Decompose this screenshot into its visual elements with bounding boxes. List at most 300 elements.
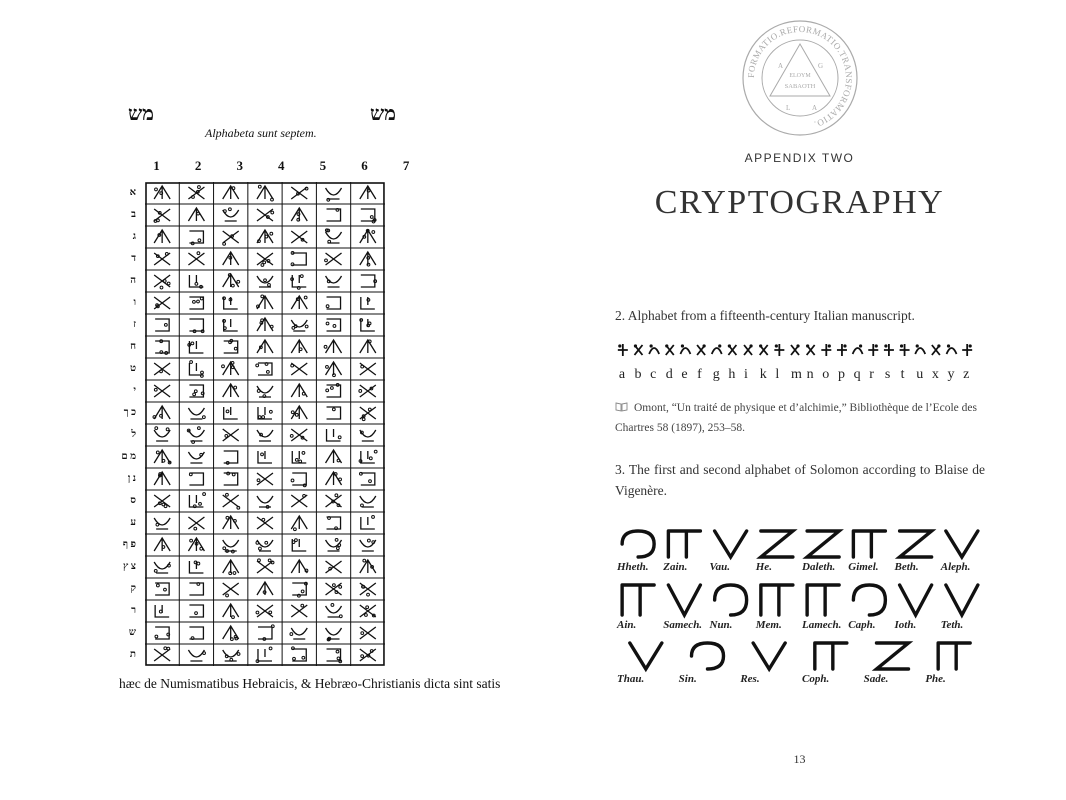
cipher-glyph — [360, 559, 376, 573]
row-label: ק — [130, 583, 136, 594]
cipher-glyph — [326, 297, 340, 309]
cipher-glyph — [774, 344, 784, 356]
solomon-glyph — [853, 585, 885, 615]
row-label: ל — [131, 429, 136, 440]
solomon-glyph — [946, 585, 978, 615]
cipher-glyph — [360, 627, 376, 639]
hebrew-heading-right: מש — [370, 103, 397, 125]
cipher-glyph — [154, 472, 170, 485]
row-label: ח — [130, 341, 136, 352]
cipher-letter: q — [853, 367, 861, 382]
cipher-glyph — [360, 583, 376, 596]
cipher-glyph — [223, 319, 238, 331]
cipher-glyph — [291, 231, 307, 243]
cipher-glyph — [759, 344, 768, 355]
cipher-letter: g — [712, 367, 720, 382]
cipher-glyph — [326, 319, 340, 331]
cipher-glyph — [326, 561, 342, 573]
cipher-glyph — [188, 650, 205, 661]
cipher-glyph — [154, 253, 170, 265]
solomon-glyph — [622, 531, 654, 557]
solomon-letter-name: Ioth. — [894, 619, 917, 631]
solomon-letter-name: Phe. — [925, 673, 946, 685]
item-3-text: 3. The first and second alphabet of Solomon according to Blaise de Vigenère. — [615, 462, 985, 498]
cipher-glyph — [223, 186, 239, 199]
cipher-glyph — [223, 274, 240, 287]
cipher-glyph — [188, 452, 204, 463]
cipher-glyph — [257, 340, 273, 353]
cipher-glyph — [292, 451, 306, 463]
cipher-letter: p — [837, 367, 845, 382]
cipher-glyph — [257, 209, 274, 221]
cipher-glyph — [224, 472, 238, 485]
solomon-letter-name: Daleth. — [802, 561, 836, 573]
row-label: א — [129, 187, 136, 198]
cipher-letter: o — [822, 367, 830, 382]
cipher-glyph — [223, 384, 239, 397]
row-label: ב — [131, 209, 136, 220]
cipher-glyph — [188, 408, 205, 419]
column-number: 5 — [319, 158, 327, 173]
cipher-glyph — [361, 209, 376, 223]
solomon-letter-name: Lamech. — [802, 619, 842, 631]
cipher-letter: y — [947, 367, 955, 382]
cipher-glyph — [360, 363, 376, 375]
cipher-glyph — [256, 605, 273, 617]
cipher-glyph — [326, 450, 342, 463]
solomon-glyph — [630, 643, 662, 669]
solomon-glyph — [692, 643, 724, 669]
cipher-glyph — [224, 451, 238, 464]
cipher-glyph — [853, 344, 863, 354]
cipher-glyph — [257, 473, 273, 485]
cipher-glyph — [291, 516, 307, 531]
cipher-glyph — [188, 252, 204, 265]
column-number: 4 — [278, 158, 285, 173]
cipher-glyph — [884, 344, 894, 356]
solomon-glyph — [877, 643, 909, 669]
row-label: ט — [129, 363, 136, 374]
cipher-glyph — [634, 344, 643, 355]
cipher-glyph — [257, 386, 273, 398]
cipher-glyph — [327, 407, 341, 419]
cipher-glyph — [257, 276, 273, 287]
cipher-glyph — [962, 344, 972, 356]
solomon-letter-name: Ain. — [617, 619, 637, 631]
cipher-glyph — [360, 319, 375, 331]
solomon-glyphs — [615, 520, 995, 695]
cipher-glyph — [223, 626, 239, 640]
seal-center-bottom: SABAOTH — [784, 83, 816, 90]
cipher-glyph — [189, 473, 203, 485]
cipher-glyph — [188, 186, 204, 199]
row-label: ג — [132, 231, 136, 242]
row-label: ש — [128, 627, 136, 638]
cipher-glyph — [360, 496, 376, 507]
row-label: ס — [130, 495, 136, 506]
cipher-glyph — [360, 186, 376, 199]
solomon-glyph — [668, 531, 700, 557]
cipher-letter: z — [963, 367, 970, 382]
cipher-glyph — [327, 429, 342, 441]
cipher-glyph — [223, 208, 239, 221]
cipher-glyph — [154, 450, 171, 464]
cipher-glyph — [154, 186, 170, 199]
cipher-letter: k — [759, 367, 767, 382]
cipher-glyph — [291, 320, 308, 331]
cipher-glyph — [326, 628, 342, 641]
cipher-glyph — [258, 625, 274, 641]
solomon-glyph — [753, 643, 785, 669]
cipher-glyph — [188, 208, 204, 221]
item-2-text: 2. Alphabet from a fifteenth-century Italian manuscript. — [615, 308, 915, 323]
reference-text: Omont, “Un traité de physique et d’alchimie,” Bibliothèque de l’Ecole des Chartres 58 (1897), 253–58. — [615, 402, 977, 434]
column-number: 6 — [361, 158, 368, 173]
solomon-glyph — [761, 531, 793, 557]
cipher-glyph — [189, 361, 203, 378]
cipher-glyph — [359, 472, 374, 485]
cipher-glyph — [291, 406, 307, 419]
column-number: 7 — [402, 158, 410, 173]
solomon-glyph — [761, 585, 793, 615]
cipher-glyph — [291, 187, 308, 199]
cipher-letter: a — [618, 367, 626, 382]
solomon-glyph — [715, 585, 747, 615]
cipher-glyph — [327, 649, 342, 663]
cipher-glyph — [360, 252, 376, 266]
cipher-glyph — [618, 344, 628, 356]
solomon-letter-name: Sin. — [678, 673, 697, 685]
cipher-glyph — [257, 253, 273, 266]
cipher-letter: e — [681, 367, 688, 382]
cipher-glyph — [257, 517, 273, 529]
cipher-letter: i — [744, 367, 748, 382]
cipher-glyph — [154, 230, 170, 243]
cipher-glyph — [326, 276, 342, 287]
cipher-glyph — [154, 538, 170, 551]
cipher-glyph — [359, 385, 376, 397]
cipher-letter: f — [697, 367, 702, 382]
cipher-glyph — [649, 344, 659, 354]
cipher-glyph — [324, 340, 341, 353]
cipher-letter: c — [650, 367, 657, 382]
cipher-glyph — [326, 472, 342, 485]
cipher-glyph — [291, 473, 306, 487]
cipher-glyph — [360, 649, 376, 661]
solomon-glyph — [807, 531, 839, 557]
cipher-letter: h — [728, 367, 736, 382]
cipher-glyph — [189, 385, 204, 397]
cipher-glyph — [256, 363, 272, 375]
solomon-glyph — [853, 531, 885, 557]
cipher-glyph — [291, 340, 307, 353]
cipher-glyph — [291, 560, 308, 573]
cipher-glyph — [361, 516, 375, 529]
row-label: ע — [130, 517, 136, 528]
latin-caption: hæc de Numismatibus Hebraicis, & Hebræo-Christianis dicta sint satis — [119, 676, 501, 691]
row-label: ת — [129, 649, 136, 660]
cipher-letter: b — [634, 367, 642, 382]
solomon-letter-name: Sade. — [863, 673, 889, 685]
cipher-glyph — [257, 559, 274, 573]
cipher-glyph — [155, 605, 169, 617]
cipher-glyph — [868, 344, 878, 356]
page-title: CRYPTOGRAPHY — [654, 184, 945, 221]
cipher-glyph — [360, 539, 376, 551]
cipher-glyph — [291, 208, 307, 221]
seal-emblem — [740, 18, 860, 138]
cipher-glyph — [360, 605, 376, 617]
cipher-glyph — [360, 430, 376, 441]
row-label: ה — [130, 275, 136, 286]
cipher-glyph — [361, 275, 377, 287]
cipher-glyph — [154, 385, 170, 397]
cipher-glyph — [947, 344, 957, 354]
cipher-glyph — [915, 344, 925, 354]
cipher-glyph — [256, 647, 272, 662]
cipher-glyph — [257, 430, 273, 441]
cipher-glyph — [326, 188, 342, 201]
solomon-letter-name: He. — [755, 561, 772, 573]
cipher-glyph — [326, 538, 342, 551]
row-label: י — [133, 385, 136, 396]
cipher-glyph — [325, 229, 341, 243]
cipher-letter: n — [806, 367, 814, 382]
cipher-glyph — [291, 275, 307, 290]
cipher-glyph — [223, 604, 239, 619]
cipher-glyph — [697, 344, 706, 355]
solomon-glyph — [815, 643, 847, 669]
appendix-label: APPENDIX TWO — [744, 151, 855, 165]
cipher-glyph — [712, 344, 722, 354]
alphabet-table — [145, 182, 385, 666]
cipher-letter: u — [916, 367, 924, 382]
cipher-glyph — [189, 319, 204, 333]
hebrew-heading-left: מש — [128, 103, 155, 125]
cipher-glyph — [256, 540, 273, 551]
row-labels — [104, 182, 140, 662]
cipher-glyph — [154, 647, 170, 661]
alphabet-table-grid — [145, 182, 385, 666]
solomon-letter-name: Zain. — [663, 561, 688, 573]
solomon-letter-name: Caph. — [848, 619, 876, 631]
cipher-glyph — [290, 429, 307, 441]
solomon-letter-name: Samech. — [663, 619, 703, 631]
cipher-glyph — [257, 295, 273, 309]
cipher-glyph — [291, 296, 307, 309]
solomon-letter-name: Res. — [740, 673, 760, 685]
cipher-glyph — [326, 362, 342, 377]
solomon-alphabets — [615, 520, 995, 695]
cipher-glyph — [155, 627, 170, 639]
cipher-glyph — [223, 231, 239, 245]
cipher-glyph — [744, 344, 753, 355]
cipher-glyph — [223, 516, 239, 529]
row-label: צ ץ — [123, 561, 136, 572]
cipher-glyph — [791, 344, 800, 355]
cipher-glyph — [325, 253, 342, 265]
cipher-glyph — [326, 583, 342, 595]
row-label: נ ן — [127, 473, 136, 484]
column-numbers — [144, 158, 432, 174]
cipher-glyph — [154, 297, 170, 309]
cipher-glyph — [327, 208, 341, 221]
cipher-glyph — [187, 427, 204, 444]
cipher-glyph — [189, 561, 203, 573]
cipher-glyph — [223, 252, 239, 265]
cipher-glyph — [292, 647, 307, 661]
row-label: כ ך — [123, 407, 136, 418]
column-number: 3 — [236, 158, 243, 173]
cipher-glyph — [360, 407, 376, 421]
cipher-glyph — [821, 344, 831, 356]
cipher-glyph — [223, 493, 240, 509]
seal-letter-3: L — [786, 104, 791, 112]
solomon-letter-name: Beth. — [894, 561, 919, 573]
cipher-glyph — [189, 583, 203, 595]
cipher-glyph — [680, 344, 690, 354]
alphabet-caption: Alphabeta sunt septem. — [205, 126, 317, 140]
cipher-glyph — [291, 384, 307, 397]
cipher-glyph — [257, 230, 273, 243]
solomon-glyph — [900, 531, 932, 557]
row-label: מ ם — [121, 451, 136, 462]
cipher-glyph — [223, 429, 239, 441]
cipher-glyph — [360, 340, 376, 353]
cipher-glyph — [257, 185, 273, 201]
cipher-glyph — [154, 427, 170, 441]
solomon-glyph — [668, 585, 700, 615]
solomon-letter-name: Hheth. — [617, 561, 649, 573]
cipher-glyph — [291, 252, 306, 266]
solomon-glyph — [622, 585, 654, 615]
solomon-letter-name: Vau. — [709, 561, 730, 573]
cipher-glyph — [257, 496, 273, 508]
cipher-glyph — [154, 209, 170, 222]
cipher-glyph — [154, 275, 170, 289]
cipher-glyph — [326, 384, 341, 397]
cipher-glyph — [291, 494, 307, 507]
cipher-glyph — [291, 604, 307, 617]
cipher-glyph — [223, 540, 239, 553]
solomon-letter-name: Teth. — [940, 619, 964, 631]
cipher-glyph — [932, 344, 941, 355]
cipher-glyph — [155, 319, 169, 331]
solomon-letter-name: Coph. — [802, 673, 830, 685]
cipher-glyph — [361, 297, 375, 309]
seal-center-top: ELOYM — [789, 73, 811, 79]
cipher-glyph — [257, 318, 273, 331]
page-number: 13 — [793, 752, 806, 766]
row-label: פ ף — [122, 539, 136, 550]
cipher-glyph — [188, 538, 204, 551]
cipher-letter: d — [665, 367, 673, 382]
solomon-glyph — [938, 643, 970, 669]
cipher-glyph — [188, 517, 204, 530]
cipher-glyph — [154, 363, 170, 375]
column-number: 2 — [194, 158, 202, 173]
cipher-glyph — [327, 517, 341, 530]
seal-letter-2: G — [818, 62, 824, 70]
cipher-letter: t — [900, 367, 905, 382]
cipher-glyph — [359, 450, 377, 463]
cipher-glyph — [224, 339, 238, 353]
cipher-glyph — [292, 582, 307, 597]
cipher-glyph — [224, 407, 238, 419]
cipher-glyph — [155, 583, 169, 595]
cipher-glyph — [900, 344, 910, 356]
solomon-glyph — [946, 531, 978, 557]
cipher-glyph — [257, 582, 273, 595]
cipher-letters-row — [615, 367, 975, 387]
cipher-glyph — [222, 361, 239, 375]
cipher-glyph — [154, 562, 170, 573]
seal-letter-4: A — [812, 104, 818, 112]
solomon-glyph — [807, 585, 839, 615]
cipher-glyph — [189, 627, 203, 639]
cipher-glyph — [360, 229, 376, 243]
row-label: ר — [131, 605, 136, 616]
solomon-letter-name: Gimel. — [848, 561, 879, 573]
cipher-glyph — [223, 583, 239, 597]
cipher-glyph — [189, 275, 203, 288]
solomon-glyph — [900, 585, 932, 615]
solomon-letter-name: Mem. — [755, 619, 782, 631]
reference-note — [615, 398, 987, 438]
cipher-glyph — [806, 344, 815, 355]
cipher-glyph-row — [615, 340, 975, 360]
cipher-glyph — [154, 495, 170, 508]
cipher-glyph — [728, 344, 737, 355]
cipher-letter: m — [791, 367, 802, 382]
row-label: ו — [133, 297, 136, 308]
cipher-glyph — [154, 518, 170, 529]
cipher-glyph — [223, 560, 239, 575]
cipher-glyph — [291, 363, 307, 375]
cipher-glyph — [188, 341, 204, 353]
right-page — [533, 0, 1066, 800]
cipher-letter: r — [869, 367, 874, 382]
cipher-glyph — [189, 297, 203, 309]
cipher-glyph — [665, 344, 674, 355]
cipher-letter: l — [775, 367, 780, 382]
cipher-glyph — [290, 628, 307, 639]
cipher-letter: x — [931, 367, 939, 382]
solomon-letter-name: Aleph. — [940, 561, 971, 573]
book-icon — [615, 402, 628, 412]
cipher-glyph — [292, 539, 306, 551]
cipher-letter: s — [884, 367, 891, 382]
cipher-glyph — [189, 493, 205, 508]
cipher-glyph — [258, 451, 272, 463]
column-number: 1 — [153, 158, 160, 173]
solomon-glyph — [715, 531, 747, 557]
cipher-glyph — [189, 605, 203, 617]
cipher-glyph — [223, 650, 240, 661]
cipher-glyph — [326, 494, 342, 507]
seal-ring-text: FORMATIO.REFORMATIO.TRANSFORMATIO. — [745, 23, 855, 130]
row-label: ד — [131, 253, 136, 264]
cipher-glyph — [155, 340, 169, 355]
cipher-glyph — [153, 406, 170, 419]
cipher-glyph — [258, 407, 272, 419]
cipher-glyph — [223, 297, 238, 309]
row-label: ז — [133, 319, 136, 330]
seal-letter-1: A — [778, 62, 784, 70]
solomon-letter-name: Thau. — [617, 673, 645, 685]
cipher-glyph — [189, 231, 203, 245]
cipher-glyph — [326, 604, 343, 618]
